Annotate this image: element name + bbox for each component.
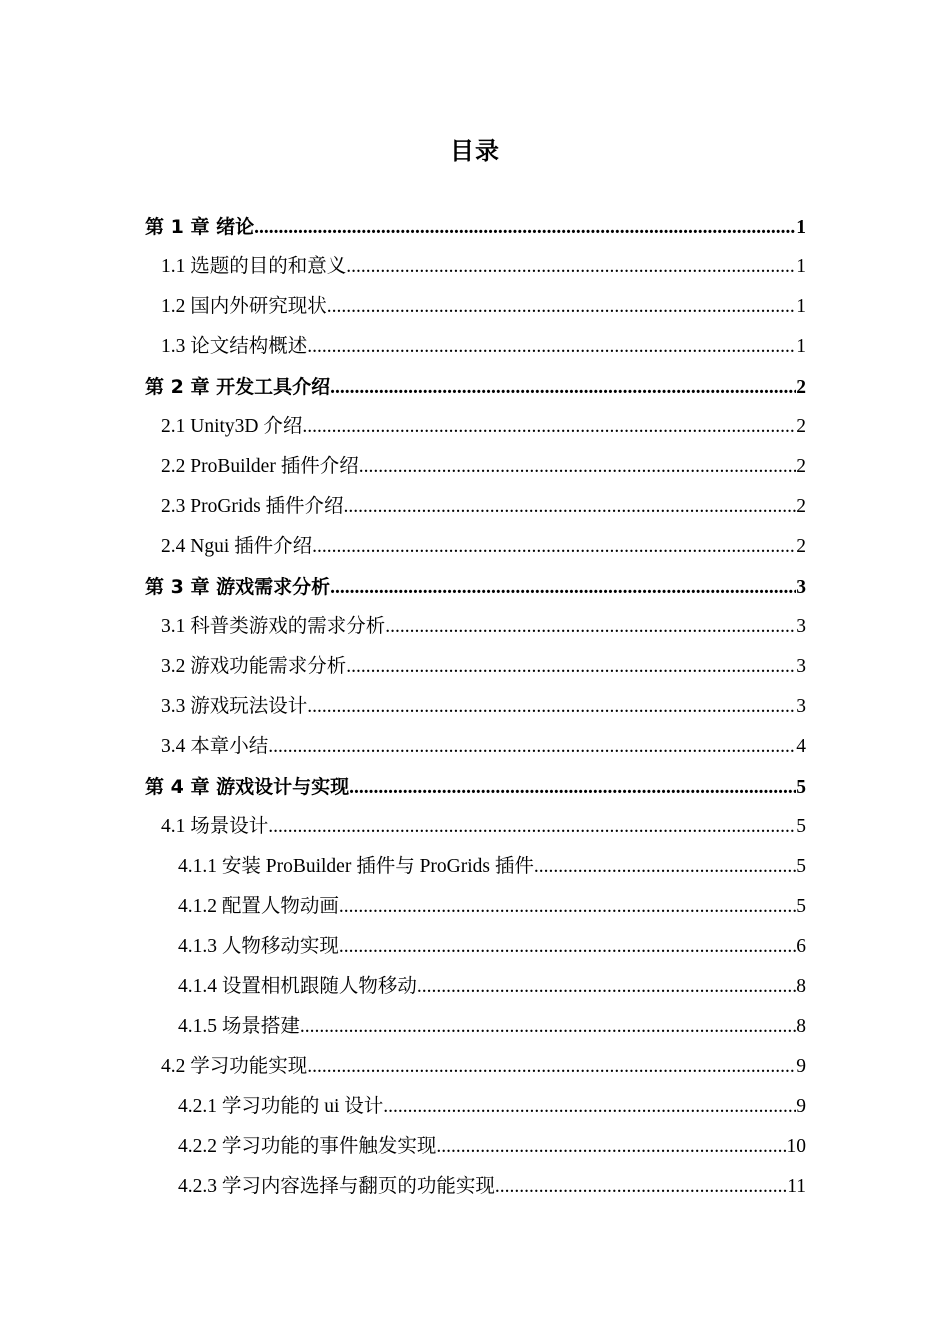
toc-section-entry[interactable] [145,527,806,567]
toc-entry-text: 2.1 Unity3D 介绍 [161,416,303,437]
toc-section-entry[interactable] [145,807,806,847]
toc-entry-text: 1.1 选题的目的和意义 [161,256,347,277]
toc-page-number: 2 [796,496,806,517]
toc-section-entry[interactable] [145,407,806,447]
toc-entry-text: 4.2 学习功能实现 [161,1056,308,1077]
toc-page-number: 5 [796,856,806,877]
toc-page-number: 9 [796,1096,806,1117]
toc-entry-text: 3.3 游戏玩法设计 [161,696,308,717]
toc-entry-text: 2.3 ProGrids 插件介绍 [161,496,344,517]
toc-page-number: 5 [796,777,806,798]
toc-entry-text: 4.2.1 学习功能的 ui 设计 [178,1096,384,1117]
toc-page-number: 1 [796,256,806,277]
toc-page-number: 2 [796,456,806,477]
toc-dot-leader [302,407,796,447]
toc-dot-leader [330,368,796,408]
toc-page-number: 1 [796,217,806,238]
toc-dot-leader [383,1087,796,1127]
toc-dot-leader [359,447,797,487]
toc-subsection-entry[interactable] [145,847,806,887]
toc-subsection-entry[interactable] [145,1007,806,1047]
toc-section-entry[interactable] [145,327,806,367]
toc-entry-text: 2.4 Ngui 插件介绍 [161,536,313,557]
toc-page-number: 3 [796,616,806,637]
toc-dot-leader [349,768,796,808]
toc-page-number: 3 [796,577,806,598]
toc-dot-leader [254,208,796,248]
toc-entry-text: 3.1 科普类游戏的需求分析 [161,616,386,637]
toc-dot-leader [339,887,796,927]
toc-subsection-entry[interactable] [145,1127,806,1167]
toc-section-entry[interactable] [145,247,806,287]
toc-dot-leader [268,807,796,847]
toc-title: 目录 [450,137,500,165]
toc-dot-leader [268,727,796,767]
toc-page-number: 10 [786,1136,806,1157]
toc-section-entry[interactable] [145,1047,806,1087]
toc-chapter-entry[interactable] [145,567,806,607]
toc-dot-leader [385,607,796,647]
toc-page-number: 5 [796,896,806,917]
toc-entry-text: 第 3 章 游戏需求分析 [145,576,331,598]
toc-chapter-entry[interactable] [145,367,806,407]
toc-page-number: 8 [796,976,806,997]
toc-page-number: 4 [796,736,806,757]
toc-section-entry[interactable] [145,607,806,647]
toc-subsection-entry[interactable] [145,927,806,967]
toc-section-entry[interactable] [145,647,806,687]
toc-dot-leader [300,1007,796,1047]
toc-page-number: 9 [796,1056,806,1077]
toc-dot-leader [344,487,797,527]
toc-dot-leader [330,568,796,608]
toc-page-number: 2 [796,536,806,557]
toc-dot-leader [417,967,796,1007]
toc-page-number: 1 [796,336,806,357]
toc-dot-leader [495,1167,787,1207]
toc-entry-text: 第 1 章 绪论 [145,216,255,238]
toc-dot-leader [346,647,796,687]
toc-dot-leader [307,1047,796,1087]
toc-chapter-entry[interactable] [145,207,806,247]
toc-entry-text: 4.1.4 设置相机跟随人物移动 [178,976,417,997]
toc-dot-leader [312,527,796,567]
toc-subsection-entry[interactable] [145,1087,806,1127]
toc-dot-leader [307,687,796,727]
toc-subsection-entry[interactable] [145,1167,806,1207]
toc-section-entry[interactable] [145,727,806,767]
toc-page-number: 5 [796,816,806,837]
toc-dot-leader [436,1127,786,1167]
toc-dot-leader [346,247,796,287]
toc-entry-text: 1.2 国内外研究现状 [161,296,327,317]
toc-entry-text: 4.1 场景设计 [161,816,269,837]
toc-page-number: 11 [787,1176,806,1197]
toc-entry-text: 4.1.1 安装 ProBuilder 插件与 ProGrids 插件 [178,856,534,877]
toc-entry-text: 1.3 论文结构概述 [161,336,308,357]
toc-chapter-entry[interactable] [145,767,806,807]
toc-entry-text: 4.2.3 学习内容选择与翻页的功能实现 [178,1176,495,1197]
toc-entry-text: 3.4 本章小结 [161,736,269,757]
toc-entry-text: 4.1.2 配置人物动画 [178,896,339,917]
toc-subsection-entry[interactable] [145,967,806,1007]
toc-entry-text: 第 4 章 游戏设计与实现 [145,776,350,798]
toc-section-entry[interactable] [145,687,806,727]
toc-page-number: 6 [796,936,806,957]
toc-page-number: 3 [796,696,806,717]
toc-list [145,207,806,1207]
toc-subsection-entry[interactable] [145,887,806,927]
toc-entry-text: 第 2 章 开发工具介绍 [145,376,331,398]
toc-page-number: 2 [796,377,806,398]
toc-dot-leader [307,327,796,367]
toc-dot-leader [534,847,796,887]
toc-entry-text: 4.1.3 人物移动实现 [178,936,339,957]
toc-entry-text: 2.2 ProBuilder 插件介绍 [161,456,359,477]
toc-dot-leader [327,287,796,327]
toc-entry-text: 4.2.2 学习功能的事件触发实现 [178,1136,437,1157]
toc-dot-leader [339,927,796,967]
toc-section-entry[interactable] [145,447,806,487]
toc-entry-text: 3.2 游戏功能需求分析 [161,656,347,677]
toc-page-number: 3 [796,656,806,677]
toc-entry-text: 4.1.5 场景搭建 [178,1016,300,1037]
toc-section-entry[interactable] [145,487,806,527]
toc-page-number: 8 [796,1016,806,1037]
toc-section-entry[interactable] [145,287,806,327]
toc-page-number: 1 [796,296,806,317]
toc-page-number: 2 [796,416,806,437]
